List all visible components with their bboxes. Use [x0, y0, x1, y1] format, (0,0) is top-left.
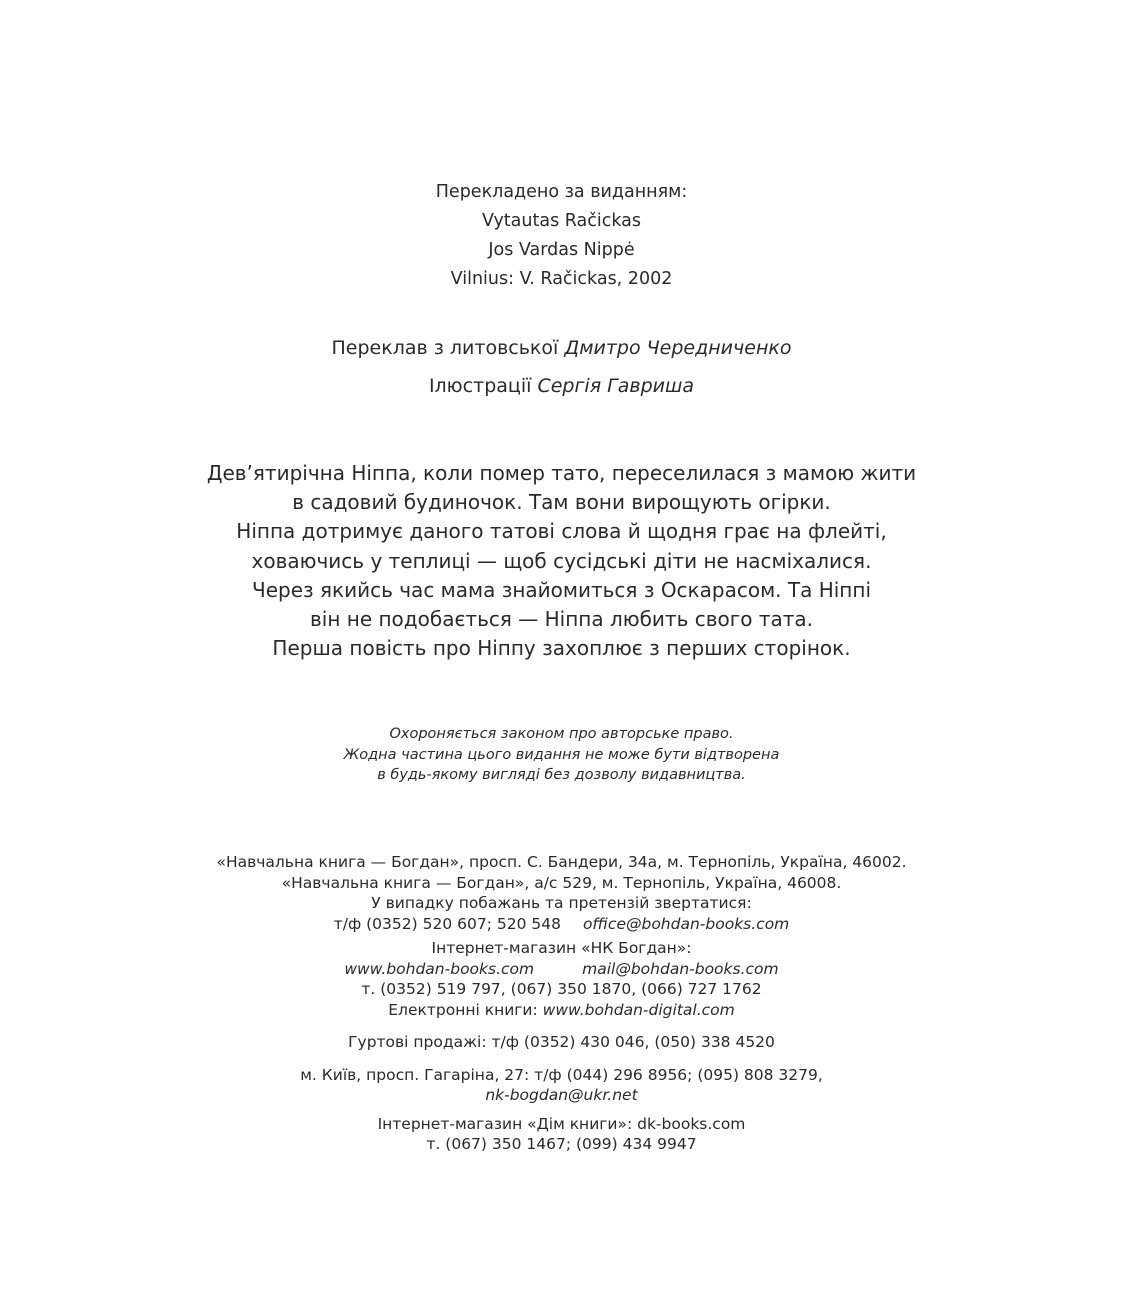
summary-line: Через якийсь час мама знайомиться з Оскарасом. Та Ніппі	[251, 577, 872, 602]
ebooks-label: Електронні книги:	[388, 1000, 538, 1019]
shop-heading: Інтернет-магазин «НК Богдан»:	[431, 939, 692, 957]
shop-email-link[interactable]: mail@bohdan-books.com	[582, 959, 779, 978]
publisher-address-1: «Навчальна книга — Богдан», просп. С. Бандери, 34а, м. Тернопіль, Україна, 46002.	[216, 853, 907, 871]
original-imprint: Vilnius: V. Račickas, 2002	[450, 269, 673, 289]
dk-shop-info: Інтернет-магазин «Дім книги»: dk-books.com	[377, 1114, 746, 1133]
translator-prefix: Переклав з литовської	[331, 337, 559, 359]
publisher-phone: т/ф (0352) 520 607; 520 548	[333, 914, 561, 933]
original-author: Vytautas Račickas	[481, 211, 642, 231]
ebooks-line	[0, 1000, 1123, 1021]
translator-name: Дмитро Чередниченко	[564, 337, 792, 359]
illustrator-name: Сергія Гавриша	[537, 375, 695, 397]
original-edition-heading: Перекладено за виданням:	[435, 182, 688, 202]
publisher-email[interactable]: office@bohdan-books.com	[582, 914, 790, 933]
credits	[0, 335, 1123, 411]
summary-line: Дев’ятирічна Ніппа, коли помер тато, переселилася з мамою жити	[206, 461, 917, 485]
original-title: Jos Vardas Nippė	[488, 240, 635, 260]
shop-links	[0, 959, 1123, 980]
kyiv-email-link[interactable]: nk-bogdan@ukr.net	[485, 1086, 638, 1104]
book-summary	[0, 459, 1123, 663]
ebooks-website-link[interactable]: www.bohdan-digital.com	[542, 1000, 735, 1019]
contact-note: У випадку побажань та претензій звертатися:	[371, 894, 752, 912]
summary-line: він не подобається — Ніппа любить свого тата.	[309, 607, 814, 632]
summary-line: Перша повість про Ніппу захоплює з перших сторінок.	[272, 636, 851, 661]
illustrator-credit	[0, 373, 1123, 411]
publisher-info	[0, 852, 1123, 1155]
shop-website-link[interactable]: www.bohdan-books.com	[344, 959, 535, 978]
original-edition-info	[0, 178, 1123, 294]
copyright-line: Охороняється законом про авторське право.	[389, 726, 734, 742]
summary-line: в садовий будиночок. Там вони вирощують огірки.	[292, 490, 831, 515]
translator-credit	[0, 335, 1123, 373]
illustrator-prefix: Ілюстрації	[428, 375, 532, 397]
kyiv-address: м. Київ, просп. Гагаріна, 27: т/ф (044) 296 8956; (095) 808 3279,	[300, 1065, 823, 1084]
copyright-line: Жодна частина цього видання не може бути відтворена	[343, 746, 780, 763]
shop-phones: т. (0352) 519 797, (067) 350 1870, (066) 727 1762	[361, 980, 762, 998]
publisher-address-2: «Навчальна книга — Богдан», а/с 529, м. Тернопіль, Україна, 46008.	[281, 873, 842, 892]
wholesale-info: Гуртові продажі: т/ф (0352) 430 046, (050) 338 4520	[348, 1033, 775, 1051]
copyright-notice	[0, 724, 1123, 786]
summary-line: Ніппа дотримує даного татові слова й щодня грає на флейті,	[236, 519, 887, 544]
copyright-line: в будь-якому вигляді без дозволу видавництва.	[377, 767, 746, 783]
contact-line	[0, 914, 1123, 935]
dk-phones: т. (067) 350 1467; (099) 434 9947	[426, 1135, 697, 1153]
summary-line: ховаючись у теплиці — щоб сусідські діти не насміхалися.	[251, 548, 872, 573]
